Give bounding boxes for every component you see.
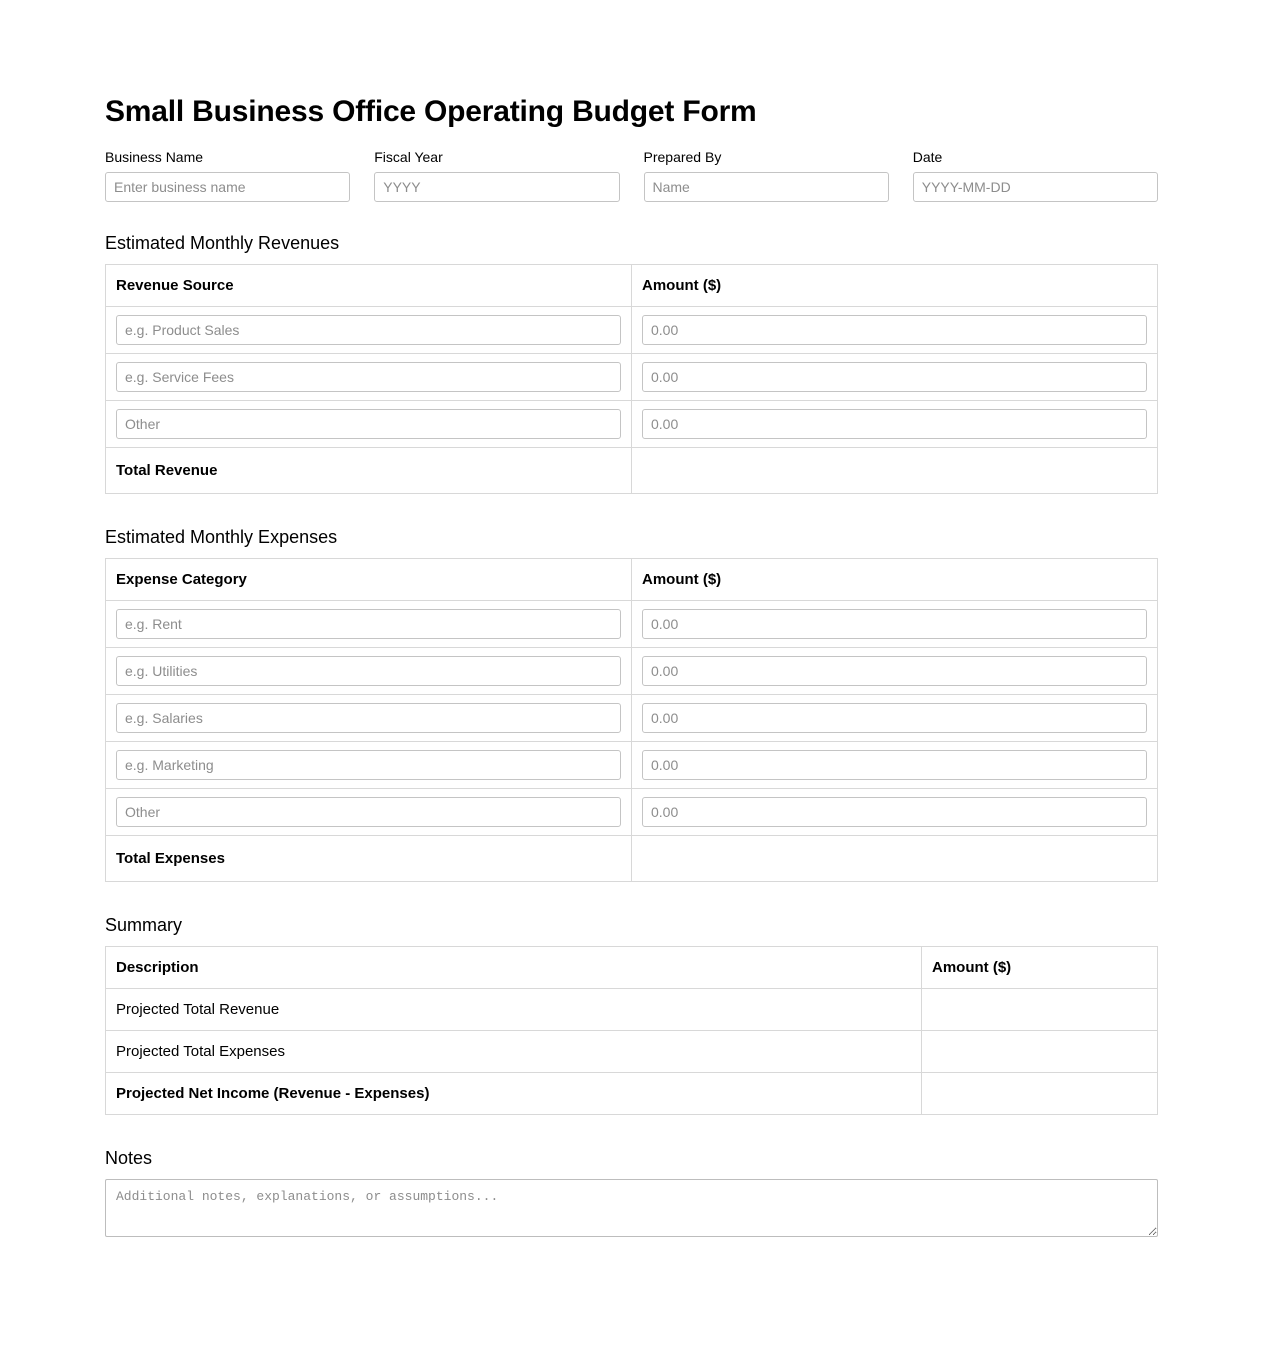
revenue-source-cell — [106, 306, 632, 353]
revenue-source-input-3[interactable] — [116, 409, 621, 439]
expense-amount-input-1[interactable] — [642, 609, 1147, 639]
summary-label-projected-total-expenses: Projected Total Expenses — [106, 1030, 922, 1072]
revenue-amount-cell — [632, 353, 1158, 400]
revenue-source-input-1[interactable] — [116, 315, 621, 345]
total-expenses-label: Total Expenses — [106, 835, 632, 881]
expense-amount-cell — [632, 600, 1158, 647]
notes-textarea[interactable] — [105, 1179, 1158, 1237]
table-row — [106, 694, 1158, 741]
prepared-by-input[interactable] — [644, 172, 889, 202]
summary-value-projected-total-expenses — [922, 1030, 1158, 1072]
field-date — [913, 148, 1158, 202]
summary-value-projected-total-revenue — [922, 988, 1158, 1030]
expenses-table — [105, 558, 1158, 882]
section-revenues — [105, 232, 1158, 494]
expense-category-input-5[interactable] — [116, 797, 621, 827]
summary-value-projected-net-income — [922, 1072, 1158, 1114]
total-revenue-label: Total Revenue — [106, 447, 632, 493]
table-row — [106, 647, 1158, 694]
form-meta-row — [105, 148, 1158, 202]
table-row — [106, 988, 1158, 1030]
expense-amount-input-3[interactable] — [642, 703, 1147, 733]
expense-category-cell — [106, 694, 632, 741]
expense-amount-cell — [632, 788, 1158, 835]
revenue-amount-input-3[interactable] — [642, 409, 1147, 439]
field-business-name — [105, 148, 350, 202]
table-row — [106, 353, 1158, 400]
expense-amount-input-5[interactable] — [642, 797, 1147, 827]
fiscal-year-input[interactable] — [374, 172, 619, 202]
table-total-row — [106, 835, 1158, 881]
table-header-row — [106, 264, 1158, 306]
revenue-amount-input-1[interactable] — [642, 315, 1147, 345]
total-revenue-value — [632, 447, 1158, 493]
revenues-table — [105, 264, 1158, 494]
table-row — [106, 1072, 1158, 1114]
summary-col-description: Description — [106, 946, 922, 988]
revenues-table-body — [106, 306, 1158, 493]
revenue-source-input-2[interactable] — [116, 362, 621, 392]
page-title: Small Business Office Operating Budget Form — [105, 95, 757, 128]
expenses-table-body — [106, 600, 1158, 881]
summary-col-amount: Amount ($) — [922, 946, 1158, 988]
expenses-col-amount: Amount ($) — [632, 558, 1158, 600]
label-fiscal-year: Fiscal Year — [374, 148, 443, 165]
summary-heading: Summary — [105, 914, 183, 935]
expense-category-cell — [106, 647, 632, 694]
table-header-row — [106, 946, 1158, 988]
expense-amount-cell — [632, 741, 1158, 788]
table-row — [106, 600, 1158, 647]
table-row — [106, 1030, 1158, 1072]
expense-amount-input-4[interactable] — [642, 750, 1147, 780]
expense-category-input-1[interactable] — [116, 609, 621, 639]
revenue-amount-input-2[interactable] — [642, 362, 1147, 392]
revenues-col-amount: Amount ($) — [632, 264, 1158, 306]
revenue-amount-cell — [632, 306, 1158, 353]
summary-label-projected-net-income: Projected Net Income (Revenue - Expenses) — [106, 1072, 922, 1114]
field-fiscal-year — [374, 148, 619, 202]
revenue-source-cell — [106, 400, 632, 447]
section-notes — [105, 1147, 1158, 1237]
business-name-input[interactable] — [105, 172, 350, 202]
total-expenses-value — [632, 835, 1158, 881]
table-row — [106, 741, 1158, 788]
expense-category-cell — [106, 600, 632, 647]
label-business-name: Business Name — [105, 148, 204, 165]
summary-table — [105, 946, 1158, 1115]
summary-table-body — [106, 988, 1158, 1114]
expense-category-cell — [106, 741, 632, 788]
expense-amount-input-2[interactable] — [642, 656, 1147, 686]
table-total-row — [106, 447, 1158, 493]
date-input[interactable] — [913, 172, 1158, 202]
expense-amount-cell — [632, 647, 1158, 694]
table-row — [106, 788, 1158, 835]
expense-category-cell — [106, 788, 632, 835]
table-row — [106, 400, 1158, 447]
section-summary — [105, 914, 1158, 1115]
revenues-col-source: Revenue Source — [106, 264, 632, 306]
revenue-source-cell — [106, 353, 632, 400]
expenses-col-category: Expense Category — [106, 558, 632, 600]
notes-heading: Notes — [105, 1147, 153, 1168]
expense-category-input-3[interactable] — [116, 703, 621, 733]
label-prepared-by: Prepared By — [643, 148, 722, 165]
revenues-heading: Estimated Monthly Revenues — [105, 232, 340, 253]
expenses-heading: Estimated Monthly Expenses — [105, 526, 338, 547]
table-row — [106, 306, 1158, 353]
section-expenses — [105, 526, 1158, 882]
revenue-amount-cell — [632, 400, 1158, 447]
expense-category-input-4[interactable] — [116, 750, 621, 780]
expense-category-input-2[interactable] — [116, 656, 621, 686]
label-date: Date — [912, 148, 943, 165]
field-prepared-by — [644, 148, 889, 202]
table-header-row — [106, 558, 1158, 600]
summary-label-projected-total-revenue: Projected Total Revenue — [106, 988, 922, 1030]
expense-amount-cell — [632, 694, 1158, 741]
